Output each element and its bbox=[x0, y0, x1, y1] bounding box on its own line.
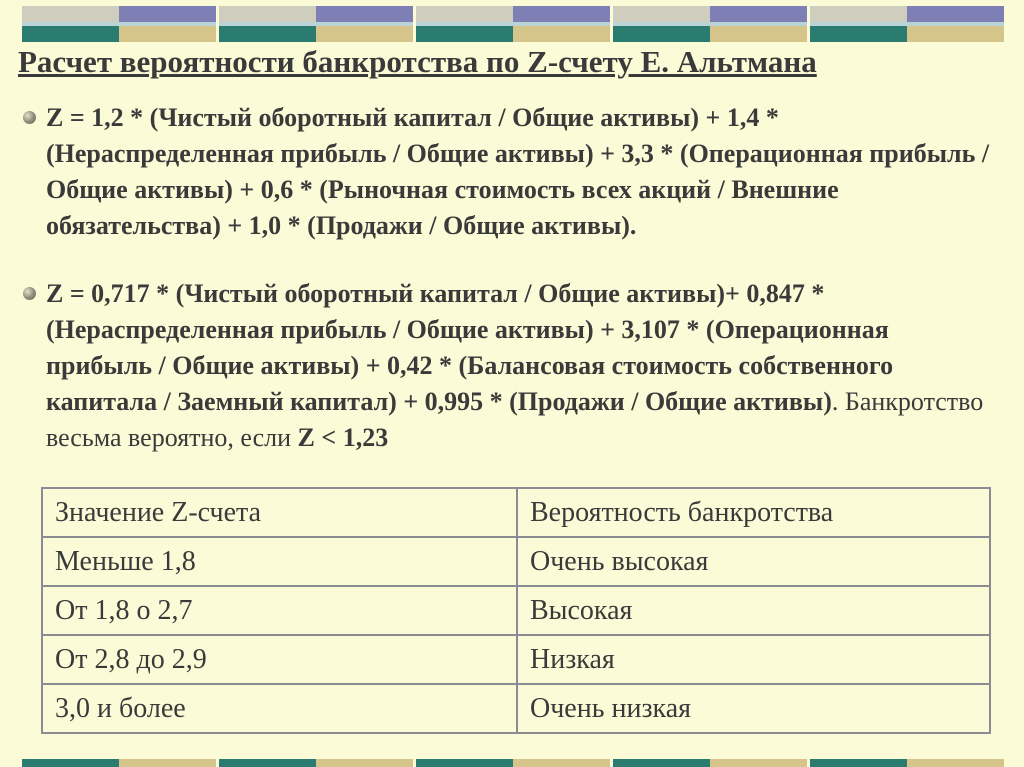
table-header-cell: Вероятность банкротства bbox=[517, 488, 990, 537]
header-tile bbox=[810, 6, 1004, 42]
slide-title: Расчет вероятности банкротства по Z-счету Е. Альтмана bbox=[18, 44, 817, 79]
footer-tile bbox=[416, 759, 610, 767]
footer-tile bbox=[613, 759, 807, 767]
z-value-cell: От 1,8 о 2,7 bbox=[42, 586, 517, 635]
bullet-icon bbox=[23, 287, 36, 300]
z-value-cell: От 2,8 до 2,9 bbox=[42, 635, 517, 684]
decorative-footer-band bbox=[0, 757, 1024, 767]
probability-cell: Высокая bbox=[517, 586, 990, 635]
header-tile bbox=[22, 6, 216, 42]
table-row bbox=[42, 635, 990, 684]
header-tile bbox=[219, 6, 413, 42]
z-value-cell: 3,0 и более bbox=[42, 684, 517, 733]
footer-tile bbox=[219, 759, 413, 767]
table-header-row bbox=[42, 488, 990, 537]
table-row bbox=[42, 537, 990, 586]
z-value-cell: Меньше 1,8 bbox=[42, 537, 517, 586]
table-row bbox=[42, 586, 990, 635]
formula-altman-original bbox=[46, 100, 996, 244]
probability-cell: Низкая bbox=[517, 635, 990, 684]
decorative-header-band bbox=[0, 0, 1024, 48]
table-row bbox=[42, 684, 990, 733]
table-header-cell: Значение Z-счета bbox=[42, 488, 517, 537]
footer-tile bbox=[810, 759, 1004, 767]
probability-cell: Очень высокая bbox=[517, 537, 990, 586]
probability-cell: Очень низкая bbox=[517, 684, 990, 733]
bullet-icon bbox=[23, 111, 36, 124]
formula-altman-modified bbox=[46, 276, 996, 456]
header-tile bbox=[613, 6, 807, 42]
formula-text: Z = 1,2 * (Чистый оборотный капитал / Общие активы) + 1,4 * (Нераспределенная прибыль / Общие активы) + 3,3 * (Операционная прибыль / Общие активы) + 0,6 * (Рыночная стоимость всех акций / Внешние обязательства) + 1,0 * (Продажи / Общие активы). bbox=[46, 103, 990, 240]
z-score-table bbox=[41, 487, 991, 734]
bankruptcy-note: . Банкротство весьма вероятно, если bbox=[46, 387, 984, 452]
formula-text: Z = 0,717 * (Чистый оборотный капитал / Общие активы)+ 0,847 * (Нераспределенная прибыль / Общие активы) + 3,107 * (Операционная прибыль / Общие активы) + 0,42 * (Балансовая стоимость собственного капитала / Заемный капитал) + 0,995 * (Продажи / Общие активы) bbox=[46, 279, 894, 416]
z-threshold: Z < 1,23 bbox=[297, 423, 389, 452]
footer-tile bbox=[22, 759, 216, 767]
header-tile bbox=[416, 6, 610, 42]
